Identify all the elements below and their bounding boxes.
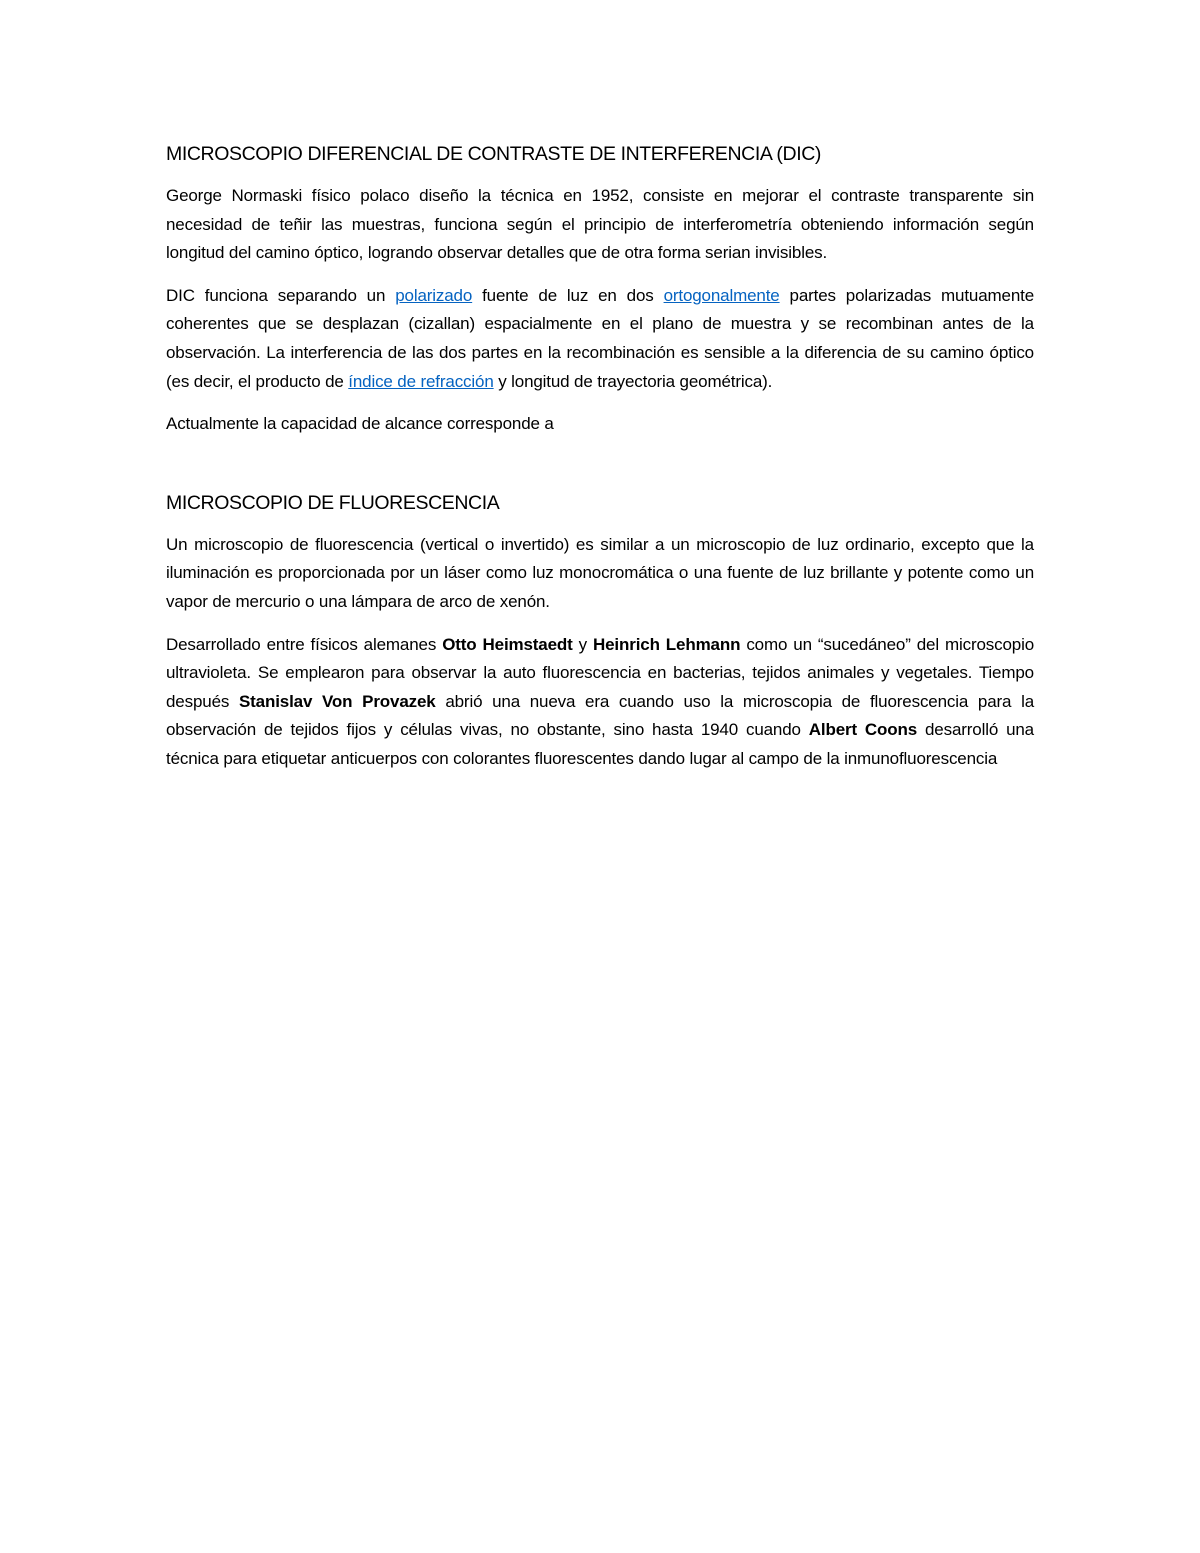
section-gap	[166, 453, 1034, 489]
text-span: DIC funciona separando un	[166, 285, 396, 305]
section-title-dic: MICROSCOPIO DIFERENCIAL DE CONTRASTE DE INTERFERENCIA (DIC)	[166, 143, 821, 165]
text-span: Desarrollado entre físicos alemanes	[166, 634, 443, 654]
name-stanislav-von-provazek: Stanislav Von Provazek	[238, 691, 436, 711]
text-span: y	[572, 634, 593, 654]
text-span: abrió una nueva era cuando uso la microscopia de fluorescencia para la observación de tejidos fijos y células vivas, no obstante, sino hasta 1940 cuando	[166, 691, 1035, 740]
paragraph-fluorescence-history	[166, 631, 1034, 774]
link-polarizado[interactable]: polarizado	[395, 285, 473, 305]
section-title-fluorescence: MICROSCOPIO DE FLUORESCENCIA	[166, 491, 500, 514]
paragraph-dic-function	[166, 282, 1034, 396]
paragraph-dic-intro: George Normaski físico polaco diseño la técnica en 1952, consiste en mejorar el contraste transparente sin necesidad de teñir las muestras, funciona según el principio de interferometría obteniendo información según longitud del camino óptico, logrando observar detalles que de otra forma serian invisibles.	[166, 186, 1034, 263]
name-albert-coons: Albert Coons	[808, 720, 918, 740]
link-ortogonalmente[interactable]: ortogonalmente	[663, 285, 780, 305]
paragraph-fluorescence-intro: Un microscopio de fluorescencia (vertical o invertido) es similar a un microscopio de luz ordinario, excepto que la iluminación es proporcionada por un láser como luz monocromática o una fuente de luz brillante y potente como un vapor de mercurio o una lámpara de arco de xenón.	[166, 534, 1034, 611]
name-otto-heimstaedt: Otto Heimstaedt	[442, 634, 573, 654]
name-heinrich-lehmann: Heinrich Lehmann	[593, 634, 741, 654]
text-span: fuente de luz en dos	[472, 285, 664, 305]
paragraph-dic-capacity: Actualmente la capacidad de alcance corresponde a	[166, 414, 554, 434]
link-indice-de-refraccion[interactable]: índice de refracción	[348, 371, 494, 391]
text-span: como un “sucedáneo” del microscopio ultravioleta. Se emplearon para observar la auto fluorescencia en bacterias, tejidos animales y vegetales. Tiempo después	[166, 634, 1034, 711]
text-span: y longitud de trayectoria geométrica).	[493, 371, 773, 391]
document-body	[166, 140, 1034, 788]
text-span: desarrolló una técnica para etiquetar anticuerpos con colorantes fluorescentes dando lugar al campo de la inmunofluorescencia	[166, 720, 1034, 768]
text-span: partes polarizadas mutuamente coherentes que se desplazan (cizallan) espacialmente en el plano de muestra y se recombinan antes de la observación. La interferencia de las dos partes en la recombinación es sensible a la diferencia de su camino óptico (es decir, el producto de	[166, 285, 1035, 391]
